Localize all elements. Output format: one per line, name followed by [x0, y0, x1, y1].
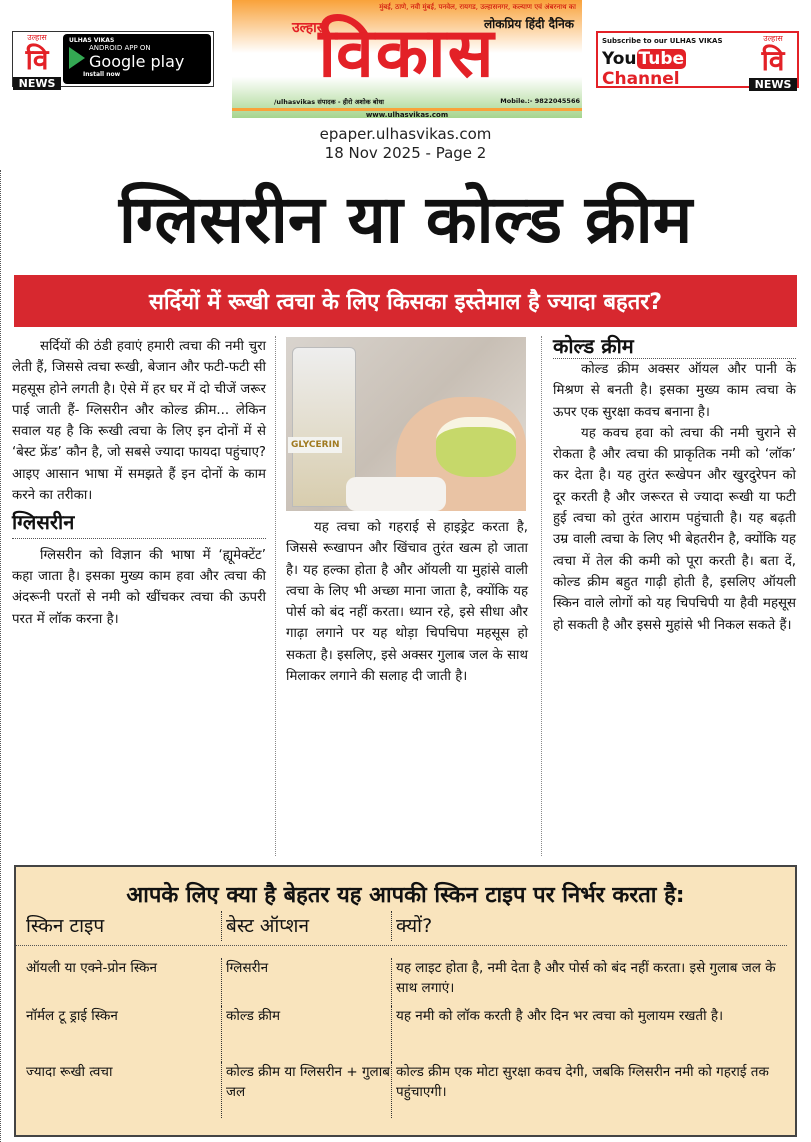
glycerin-paragraph-1: ग्लिसरीन को विज्ञान की भाषा में ‘ह्यूमेक्टेंट’ कहा जाता है। इसका मुख्य काम हवा और त्वचा की अंदरूनी परतों से नमी को खींचकर त्वचा की ऊपरी परत में लॉक करना है। [12, 547, 266, 627]
coldcream-paragraph-2: यह कवच हवा को त्वचा की नमी चुराने से रोकता है और त्वचा की प्राकृतिक नमी को ‘लॉक’ कर देता है। यह तुरंत रूखेपन और खुरदुरेपन को दूर करती है और जरूरत से ज्यादा रूखी या फटी हुई त्वचा को तुरंत आराम पहुंचाती है। यह बढ़ती उम्र वाली त्वचा के लिए भी बेहतरीन है, क्योंकि यह त्वचा में तेल की कमी को पूरा करती है। बता दें, कोल्ड क्रीम बहुत गाढ़ी होती है, इसलिए ऑयली स्किन वाले लोगों को यह चिपचिपी या हैवी महसूस हो सकती है और इससे मुहांसे भी निकल सकते हैं। [553, 425, 796, 633]
edition-site[interactable]: epaper.ulhasvikas.com [319, 125, 492, 143]
towel [346, 477, 446, 511]
header-why: क्यों? [391, 911, 787, 941]
headline: ग्लिसरीन या कोल्ड क्रीम [118, 181, 693, 258]
logo-small-text: उल्हास [763, 34, 783, 43]
cell-best-option: कोल्ड क्रीम या ग्लिसरीन + गुलाब जल [221, 1062, 391, 1118]
table-row [16, 1006, 795, 1062]
subheadline-banner [14, 275, 797, 327]
logo-small-text: उल्हास [27, 33, 47, 42]
masthead-cities: मुंबई, ठाणे, नवी मुंबई, पनवेल, रायगड, उल्हासनगर, कल्याण एवं अंबरनाथ का [379, 3, 576, 11]
cell-skin-type: नॉर्मल टू ड्राई स्किन [26, 1008, 118, 1024]
google-play-badge[interactable] [63, 34, 211, 84]
cell-skin-type: ऑयली या एक्ने-प्रोन स्किन [26, 960, 157, 976]
google-play-ad[interactable] [12, 31, 214, 90]
logo-news: NEWS [749, 78, 797, 91]
page-left-border [0, 170, 1, 1142]
logo-news: NEWS [13, 77, 61, 90]
ad-brand: ULHAS VIKAS [69, 37, 115, 44]
cell-why: यह नमी को लॉक करती है और दिन भर त्वचा को मुलायम रखती है। [391, 1006, 795, 1062]
logo-letter: वि [761, 44, 785, 77]
column-divider [275, 336, 276, 856]
youtube-you: You [602, 49, 637, 69]
cell-best-option: कोल्ड क्रीम [221, 1006, 391, 1062]
play-store-icon [69, 47, 85, 69]
ad-subscribe-text: Subscribe to our [602, 37, 668, 45]
intro-paragraph: सर्दियों की ठंडी हवाएं हमारी त्वचा की नमी चुरा लेती हैं, जिससे त्वचा रूखी, बेजान और फटी-फटी सी महसूस होने लगती है। ऐसे में हर घर में दो चीजें जरूर पाई जाती हैं- ग्लिसरीन और कोल्ड क्रीम... लेकिन सवाल यह है कि रूखी त्वचा के लिए इन दोनों में से ‘बेस्ट फ्रेंड’ कौन है, जो सबसे ज्यादा फायदा पहुंचाए? आइए आसान भाषा में समझते हैं इन दोनों के काम करने का तरीका। [12, 339, 266, 504]
header-skin-type: स्किन टाइप [26, 915, 105, 937]
ulhas-vikas-logo [749, 33, 797, 91]
skin-type-table [14, 865, 797, 1137]
coldcream-heading: कोल्ड क्रीम [553, 334, 796, 359]
column-left [12, 336, 266, 630]
ad-line3: Install now [83, 71, 121, 78]
masthead-website[interactable]: www.ulhasvikas.com [232, 108, 582, 119]
youtube-channel-text: Channel [602, 69, 680, 89]
masthead-social: /ulhasvikas संपादक - हीरो अशोक बोधा [274, 98, 384, 106]
glycerin-label: GLYCERIN [288, 437, 342, 453]
cell-best-option: ग्लिसरीन [221, 958, 391, 1006]
column-right [553, 334, 796, 636]
masthead-title: विकास [318, 14, 496, 93]
youtube-logo: Tube [638, 49, 685, 69]
ad-brand-right: ULHAS VIKAS [669, 37, 723, 45]
subheadline: सर्दियों में रूखी त्वचा के लिए किसका इस्तेमाल है ज्यादा बहतर? [148, 290, 663, 315]
column-divider [541, 336, 542, 856]
product-image [286, 337, 526, 511]
ad-line2: Google play [89, 52, 185, 71]
table-row [16, 946, 795, 1006]
masthead [232, 0, 582, 118]
cell-why: कोल्ड क्रीम एक मोटा सुरक्षा कवच देगी, जबकि ग्लिसरीन नमी को गहराई तक पहुंचाएगी। [391, 1062, 795, 1118]
table-row [16, 1062, 795, 1118]
coldcream-paragraph-1: कोल्ड क्रीम अक्सर ऑयल और पानी के मिश्रण से बनती है। इसका मुख्य काम त्वचा के ऊपर एक सुरक्षा कवच बनाना है। [553, 362, 796, 420]
cell-why: यह लाइट होता है, नमी देता है और पोर्स को बंद नहीं करता। इसे गुलाब जल के साथ लगाएं। [391, 958, 795, 1006]
header-best-option: बेस्ट ऑप्शन [221, 911, 391, 941]
glycerin-heading: ग्लिसरीन [12, 512, 266, 538]
glycerin-paragraph-2: यह त्वचा को गहराई से हाइड्रेट करता है, जिससे रूखापन और खिंचाव तुरंत खत्म हो जाता है। यह हल्का होता है और ऑयली या मुहांसे वाली त्वचा के लिए भी अच्छा माना जाता है, क्योंकि यह पोर्स को बंद नहीं करता। ध्यान रहे, इसे सीधा और गाढ़ा लगाने पर यह थोड़ा चिपचिपा महसूस हो सकता है। इसलिए, इसे अक्सर गुलाब जल के साथ मिलाकर लगाने की सलाह दी जाती है। [286, 520, 528, 685]
masthead-mobile: Mobile.:- 9822045566 [500, 97, 580, 105]
logo-letter: वि [25, 43, 49, 76]
masthead-tagline: लोकप्रिय हिंदी दैनिक [483, 17, 574, 31]
masthead-small-title: उल्हास [292, 20, 327, 36]
edition-date-page: 18 Nov 2025 - Page 2 [324, 144, 487, 162]
cell-skin-type: ज्यादा रूखी त्वचा [26, 1064, 113, 1080]
ulhas-vikas-logo [13, 32, 61, 90]
table-title: आपके लिए क्या है बेहतर यह आपकी स्किन टाइप पर निर्भर करता है: [126, 883, 685, 908]
column-middle [286, 517, 528, 687]
cream-jar [436, 417, 516, 477]
table-header-row [16, 911, 787, 946]
youtube-channel-ad[interactable] [596, 31, 799, 91]
ad-line1: ANDROID APP ON [89, 44, 151, 52]
